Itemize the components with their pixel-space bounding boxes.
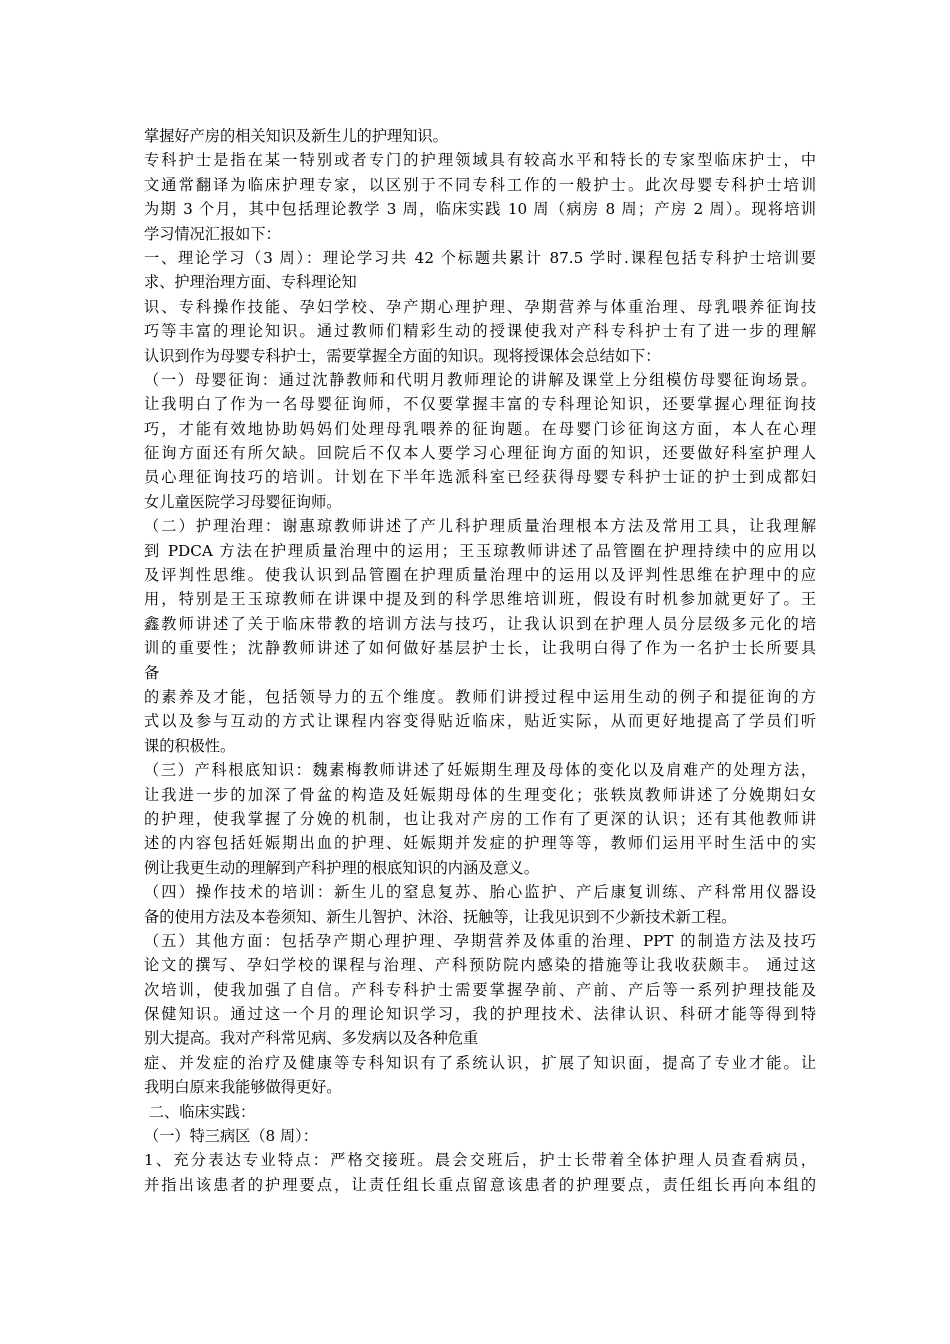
document-page	[144, 124, 816, 1197]
text-line: 别大提高。我对产科常见病、多发病以及各种危重	[144, 1029, 479, 1048]
text-line: 我明白原来我能够做得更好。	[144, 1078, 342, 1097]
text-line: 一、理论学习（3 周）：理论学习共 42 个标题共累计 87.5 学时.课程包括专科护士培训要	[144, 248, 816, 267]
text-line: 的护理，使我掌握了分娩的机制，也让我对产房的工作有了更深的认识；还有其他教师讲	[144, 809, 816, 828]
text-line: 认识到作为母婴专科护士，需要掌握全方面的知识。现将授课体会总结如下：	[144, 346, 661, 365]
text-line: 训的重要性；沈静教师讲述了如何做好基层护士长，让我明白得了作为一名护士长所要具	[144, 639, 816, 658]
text-line: （四）操作技术的培训：新生儿的窒息复苏、胎心监护、产后康复训练、产科常用仪器设	[144, 883, 816, 902]
text-line: 专科护士是指在某一特别或者专门的护理领域具有较高水平和特长的专家型临床护士，中	[144, 151, 816, 170]
text-line: （二）护理治理：谢惠琼教师讲述了产儿科护理质量治理根本方法及常用工具，让我理解	[144, 517, 816, 536]
text-line: （一）特三病区（8 周）：	[144, 1127, 318, 1146]
text-line: 征询方面还有所欠缺。回院后不仅本人要学习心理征询方面的知识，还要做好科室护理人	[144, 444, 816, 463]
text-line: 巧等丰富的理论知识。通过教师们精彩生动的授课使我对产科专科护士有了进一步的理解	[144, 322, 816, 341]
text-line: 二、临床实践：	[144, 1102, 256, 1121]
text-line: 识、专科操作技能、孕妇学校、孕产期心理护理、孕期营养与体重治理、母乳喂养征询技	[144, 297, 816, 316]
text-line: 学习情况汇报如下：	[144, 224, 281, 243]
text-line: 及评判性思维。使我认识到品管圈在护理质量治理中的运用以及评判性思维在护理中的应	[144, 566, 816, 585]
text-line: 女儿童医院学习母婴征询师。	[144, 492, 342, 511]
text-line: 课的积极性。	[144, 736, 236, 755]
text-line: 次培训，使我加强了自信。产科专科护士需要掌握孕前、产前、产后等一系列护理技能及	[144, 980, 816, 999]
text-line: 并指出该患者的护理要点，让责任组长重点留意该患者的护理要点，责任组长再向本组的	[144, 1175, 816, 1194]
text-line: 到 PDCA 方法在护理质量治理中的运用；王玉琼教师讲述了品管圈在护理持续中的应用以	[144, 541, 816, 560]
text-line: 求、护理治理方面、专科理论知	[144, 273, 357, 292]
text-line: 让我明白了作为一名母婴征询师，不仅要掌握丰富的专科理论知识，还要掌握心理征询技	[144, 395, 816, 414]
text-line: 症、并发症的治疗及健康等专科知识有了系统认识，扩展了知识面，提高了专业才能。让	[144, 1053, 816, 1072]
text-line: 掌握好产房的相关知识及新生儿的护理知识。	[144, 127, 448, 145]
text-line: 1、充分表达专业特点：严格交接班。晨会交班后，护士长带着全体护理人员查看病员，	[144, 1151, 816, 1170]
text-line: 备的使用方法及本卷须知、新生儿智护、沐浴、抚触等，让我见识到不少新技术新工程。	[144, 907, 737, 926]
text-line: （五）其他方面：包括孕产期心理护理、孕期营养及体重的治理、PPT 的制造方法及技巧	[144, 931, 816, 950]
text-line: 备	[144, 663, 160, 682]
text-line: 式以及参与互动的方式让课程内容变得贴近临床，贴近实际，从而更好地提高了学员们听	[144, 712, 816, 731]
text-line: 的素养及才能，包括领导力的五个维度。教师们讲授过程中运用生动的例子和提征询的方	[144, 687, 816, 706]
text-line: 为期 3 个月，其中包括理论教学 3 周，临床实践 10 周（病房 8 周；产房 2 周）。现将培训	[144, 200, 816, 219]
text-line: 鑫教师讲述了关于临床带教的培训方法与技巧，让我认识到在护理人员分层级多元化的培	[144, 614, 816, 633]
text-line: 例让我更生动的理解到产科护理的根底知识的内涵及意义。	[144, 858, 539, 877]
text-line: 述的内容包括妊娠期出血的护理、妊娠期并发症的护理等等，教师们运用平时生活中的实	[144, 834, 816, 853]
text-line: 用，特别是王玉琼教师在讲课中提及到的科学思维培训班，假设有时机参加就更好了。王	[144, 590, 816, 609]
text-line: 巧，才能有效地协助妈妈们处理母乳喂养的征询题。在母婴门诊征询这方面，本人在心理	[144, 419, 816, 438]
text-line: 文通常翻译为临床护理专家，以区别于不同专科工作的一般护士。此次母婴专科护士培训	[144, 175, 816, 194]
text-line: 员心理征询技巧的培训。计划在下半年选派科室已经获得母婴专科护士证的护士到成都妇	[144, 468, 816, 487]
text-line: 论文的撰写、孕妇学校的课程与治理、产科预防院内感染的措施等让我收获颇丰。 通过这	[144, 956, 816, 975]
text-line: 保健知识。通过这一个月的理论知识学习，我的护理技术、法律认识、科研才能等得到特	[144, 1005, 816, 1024]
text-line: （一）母婴征询：通过沈静教师和代明月教师理论的讲解及课堂上分组模仿母婴征询场景。	[144, 370, 816, 389]
text-line: 让我进一步的加深了骨盆的构造及妊娠期母体的生理变化；张轶岚教师讲述了分娩期妇女	[144, 785, 816, 804]
text-line: （三）产科根底知识：魏素梅教师讲述了妊娠期生理及母体的变化以及肩难产的处理方法，	[144, 761, 816, 780]
